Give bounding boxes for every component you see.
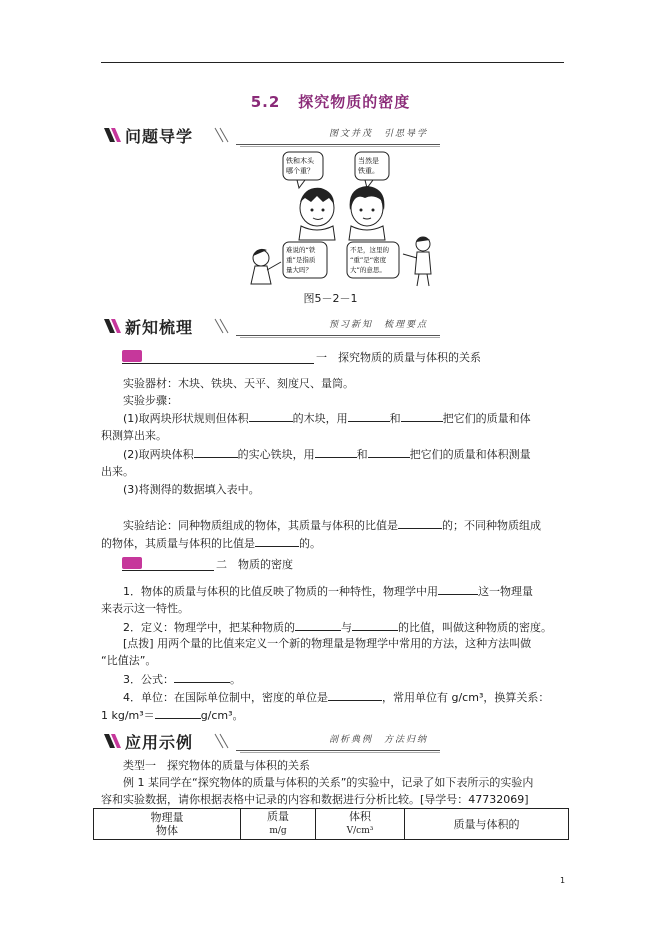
blank-4 [194,445,238,458]
k2-p1-c: 来表示这一特性。 [101,602,189,615]
k2-tip-b: “比值法”。 [101,654,157,667]
banner-underline-thin [240,337,440,338]
k2-p1 [101,582,566,617]
blank-8 [255,534,299,547]
bubble-b-line2: 铁重。 [358,167,379,175]
k2-p3 [101,670,566,688]
section-label: 应用示例 [125,733,194,752]
k1-step3-text: (3)将测得的数据填入表中。 [123,483,260,496]
k2-p4-d: g/cm³。 [200,709,244,722]
figure-caption: 图5－2－1 [303,292,358,305]
app-example-b: 容和实验数据，请你根据表格中记录的内容和数据进行分析比较。[导学号：47732069] [101,793,529,806]
k1-step2-d: 把它们的质量和体积测量 [409,448,531,461]
bubble-d-line2: “重”是“密度 [350,256,387,264]
k1-conclusion-d: 的。 [299,537,321,550]
small-teacher-right [403,237,431,286]
banner-tail-icon [212,126,236,144]
banner-underline [236,750,440,751]
blank-11 [352,618,398,631]
blank-1 [249,409,293,422]
k1-equipment [101,375,566,392]
k1-step2-b: 的实心铁块，用 [237,448,315,461]
k1-steps-label [101,392,566,409]
col3-top: 体积 [349,810,371,823]
page-title [0,91,661,112]
k1-step1-b: 的木块，用 [292,412,348,425]
bubble-d-line3: 大”的意思。 [350,266,386,274]
table-header-cell [94,809,241,840]
k2-p2 [101,618,566,636]
blank-13 [328,688,382,701]
k2-p4-b: ，常用单位有 g/cm³，换算关系： [382,691,550,704]
banner-tail-icon [212,317,236,335]
app-type1 [101,757,566,774]
col3-bottom: V/cm³ [346,826,374,836]
title-text: 探究物质的密度 [298,93,411,111]
blank-5 [315,445,357,458]
k1-heading-marker [122,350,142,362]
k1-step2-c: 和 [356,448,368,461]
speech-bubble-a [283,152,323,188]
blank-14 [155,706,201,719]
bubble-b-line1: 当然是 [358,157,379,165]
app-example-a: 例 1 某同学在“探究物体的质量与体积的关系”的实验中，记录了如下表所示的实验内 [123,776,534,789]
app-example [101,774,566,808]
section-banner-yingyong [100,728,440,754]
k2-p4-c: 1 kg/m³＝ [101,709,155,722]
header-rule [101,62,564,63]
k1-step1-d: 把它们的质量和体 [442,412,531,425]
section-banner-xinzhi [100,313,440,339]
k1-conclusion-a: 实验结论：同种物质组成的物体，其质量与体积的比值是 [123,519,398,532]
k2-p2-c: 的比值，叫做这种物质的密度。 [398,621,552,634]
col2-bottom: m/g [269,826,287,836]
k1-step2 [101,445,566,480]
k2-p3-b: 。 [230,673,241,686]
banner-slash-icon [100,732,124,750]
cartoon-figure [235,150,445,290]
k1-step1-a: (1)取两块形状规则但体积 [123,412,249,425]
k2-heading [122,557,422,573]
title-number: 5.2 [250,93,281,111]
k2-heading-underline [122,570,214,571]
k1-equipment-text: 实验器材：木块、铁块、天平、刻度尺、量筒。 [123,377,354,390]
banner-underline-thin [240,146,440,147]
col1-bottom: 物体 [156,824,178,837]
section-subtitle: 剖析典例 方法归纳 [328,735,428,745]
data-table [93,808,569,840]
k1-step1-e: 积测算出来。 [101,429,167,442]
section-banner-wenti [100,122,440,148]
k2-p1-a: 1．物体的质量与体积的比值反映了物质的一种特性，物理学中用 [123,585,438,598]
k2-tip-a: [点拨] 用两个量的比值来定义一个新的物理量是物理学中常用的方法，这种方法叫做 [123,637,532,650]
k1-conclusion-c: 的物体，其质量与体积的比值是 [101,537,255,550]
table-row [94,809,569,840]
k1-step2-e: 出来。 [101,465,134,478]
k1-step2-a: (2)取两块体积 [123,448,194,461]
col1-top: 物理量 [150,811,184,824]
speech-bubble-c [283,242,327,278]
k2-p1-b: 这一物理量 [478,585,533,598]
bubble-c-line2: 重”是指质 [286,256,316,264]
k2-heading-marker [122,557,142,569]
k1-conclusion [101,516,566,552]
banner-slash-icon [100,126,124,144]
bubble-a-line1: 铁和木头 [286,157,314,165]
col2-top: 质量 [267,810,289,823]
k1-step1-c: 和 [389,412,401,425]
banner-underline [236,144,440,145]
col4: 质量与体积的 [453,817,520,831]
k1-step1 [101,409,566,444]
speech-bubble-d [347,242,399,278]
speech-bubble-b [355,152,389,188]
k1-steps-label-text: 实验步骤： [123,394,178,407]
k2-p2-a: 2．定义：物理学中，把某种物质的 [123,621,295,634]
k2-heading-text: 二 物质的密度 [216,558,293,571]
section-subtitle: 预习新知 梳理要点 [328,320,428,330]
blank-7 [398,516,442,529]
k2-p4-a: 4．单位：在国际单位制中，密度的单位是 [123,691,328,704]
girl-figure [349,186,385,240]
k2-p4 [101,688,566,724]
blank-6 [368,445,410,458]
table-header-cell [316,809,405,840]
k2-tip [101,635,566,669]
table-header-cell [241,809,316,840]
k1-heading-text: 一 探究物质的质量与体积的关系 [316,351,481,364]
banner-tail-icon [212,732,236,750]
boy-figure [299,188,335,240]
section-subtitle: 图文并茂 引思导学 [328,129,428,139]
bubble-a-line2: 哪个重？ [286,167,314,175]
blank-2 [348,409,390,422]
section-label: 新知梳理 [125,318,194,337]
blank-12 [174,670,230,683]
page-number: 1 [560,876,566,885]
bubble-c-line1: 难说的“铁 [286,246,316,254]
k1-heading-underline [122,363,314,364]
banner-underline-thin [240,752,440,753]
blank-3 [401,409,443,422]
blank-9 [438,582,478,595]
bubble-d-line1: 不是，这里的 [350,246,389,254]
banner-slash-icon [100,317,124,335]
banner-underline [236,335,440,336]
app-type1-text: 类型一 探究物体的质量与体积的关系 [123,759,310,772]
section-label: 问题导学 [125,127,194,146]
table-header-cell [405,809,569,840]
small-kid-left [251,249,281,284]
k1-step3 [101,481,566,498]
bubble-c-line3: 量大吗？ [286,266,312,274]
k1-heading [122,350,552,366]
blank-10 [295,618,341,631]
k1-conclusion-b: 的；不同种物质组成 [442,519,541,532]
k2-p3-a: 3．公式： [123,673,174,686]
k2-p2-b: 与 [341,621,352,634]
